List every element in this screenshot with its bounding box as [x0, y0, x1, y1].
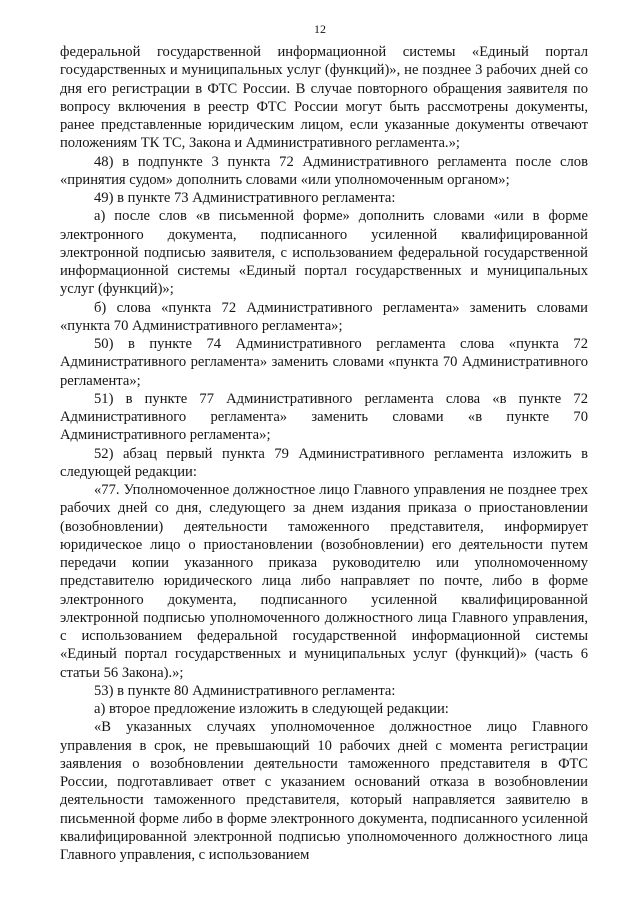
- paragraph-item-52: 52) абзац первый пункта 79 Административного регламента изложить в следующей редакции:: [60, 445, 588, 480]
- page-number: 12: [314, 22, 326, 36]
- paragraph-item-49a: а) после слов «в письменной форме» дополнить словами «или в форме электронного документа, подписанного усиленной квалифицированной электронной подписью заявителя, с использованием федеральной государственной информационной системы «Единый портал государственных и муниципальных услуг (функций)»;: [60, 208, 588, 298]
- document-body: [60, 43, 588, 864]
- paragraph-item-50: 50) в пункте 74 Административного регламента слова «пункта 72 Административного регламента» заменить словами «пункта 70 Административного регламента»;: [60, 336, 588, 389]
- paragraph-item-53a: а) второе предложение изложить в следующей редакции:: [94, 701, 449, 717]
- paragraph-item-51: 51) в пункте 77 Административного регламента слова «в пункте 72 Административного регламента» заменить словами «в пункте 70 Административного регламента»;: [60, 390, 588, 444]
- paragraph-item-49b: б) слова «пункта 72 Административного регламента» заменить словами «пункта 70 Административного регламента»;: [60, 299, 588, 334]
- paragraph-continuation: федеральной государственной информационной системы «Единый портал государственных и муниципальных услуг (функций)», не позднее 3 рабочих дней со дня его регистрации в ФТС России. В случае повторного обращения заявителя по вопросу включения в реестр ФТС России могут быть рассмотрены документы, ранее представленные юридическим лицом, если указанные документы отвечают положениям ТК ТС, Закона и Административного регламента.»;: [60, 44, 588, 152]
- paragraph-quote-77: «77. Уполномоченное должностное лицо Главного управления не позднее трех рабочих дней со дня, следующего за днем издания приказа о приостановлении (возобновлении) деятельности таможенного представителя, информирует юридическое лицо о приостановлении (возобновлении) его деятельности путем передачи копии указанного приказа руководителю или уполномоченному представителю юридического лица либо направляет по почте, либо в форме электронного документа, подписанного усиленной квалифицированной электронной подписью уполномоченного должностного лица Главного управления, с использованием федеральной государственной информационной системы «Единый портал государственных и муниципальных услуг (функций)» (часть 6 статьи 56 Закона).»;: [60, 482, 588, 681]
- paragraph-item-48: 48) в подпункте 3 пункта 72 Административного регламента после слов «принятия судом» дополнить словами «или уполномоченным органом»;: [60, 153, 588, 188]
- paragraph-item-53: 53) в пункте 80 Административного регламента:: [94, 682, 396, 699]
- paragraph-quote-80: «В указанных случаях уполномоченное должностное лицо Главного управления в срок, не превышающий 10 рабочих дней с момента регистрации заявления о возобновлении деятельности таможенного представителя в ФТС России, подготавливает ответ с указанием оснований отказа в возобновлении деятельности таможенного представителя, который направляется заявителю в письменной форме либо в форме электронного документа, подписанного усиленной квалифицированной электронной подписью уполномоченного должностного лица Главного управления, с использованием: [60, 719, 588, 863]
- paragraph-item-49: 49) в пункте 73 Административного регламента:: [94, 190, 396, 206]
